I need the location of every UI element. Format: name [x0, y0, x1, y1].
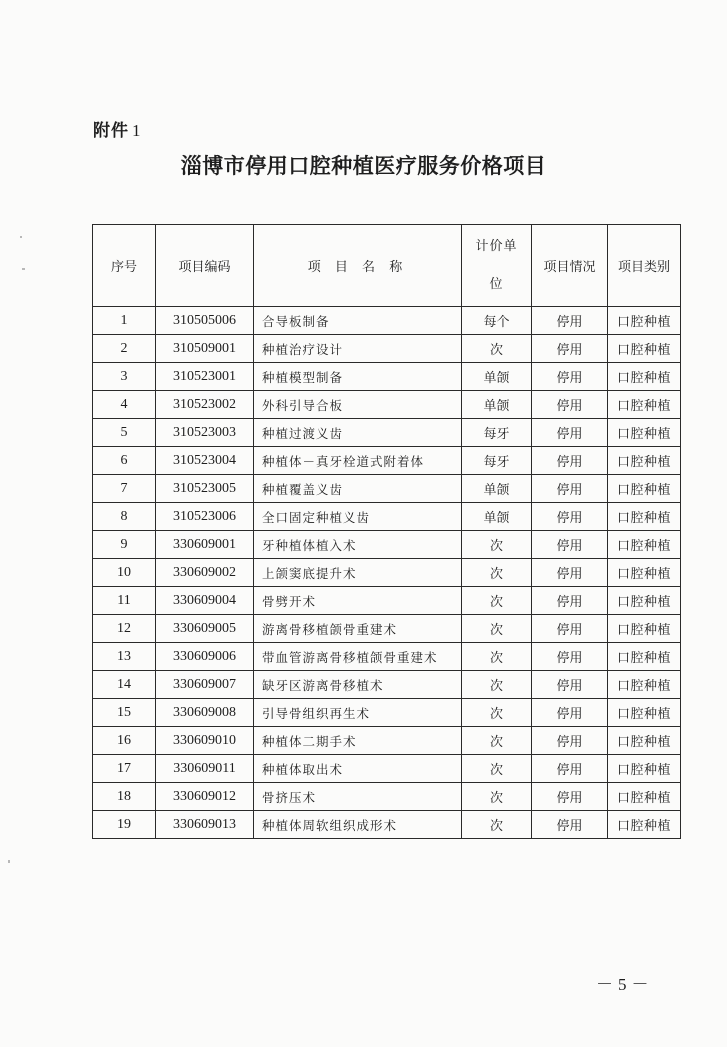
cell-status: 停用 — [532, 391, 608, 419]
cell-category: 口腔种植 — [608, 587, 681, 615]
cell-status: 停用 — [532, 559, 608, 587]
cell-seq: 15 — [93, 699, 156, 727]
cell-code: 330609006 — [156, 643, 254, 671]
attachment-number: 1 — [132, 121, 142, 140]
cell-category: 口腔种植 — [608, 727, 681, 755]
table-row — [93, 447, 681, 475]
cell-seq: 14 — [93, 671, 156, 699]
cell-code: 330609011 — [156, 755, 254, 783]
scan-speck — [20, 236, 22, 238]
cell-unit: 单颌 — [462, 503, 532, 531]
cell-status: 停用 — [532, 755, 608, 783]
cell-category: 口腔种植 — [608, 699, 681, 727]
cell-unit: 次 — [462, 783, 532, 811]
cell-category: 口腔种植 — [608, 559, 681, 587]
table-row — [93, 615, 681, 643]
cell-unit: 次 — [462, 671, 532, 699]
cell-code: 330609005 — [156, 615, 254, 643]
cell-seq: 13 — [93, 643, 156, 671]
table-row — [93, 335, 681, 363]
cell-code: 330609012 — [156, 783, 254, 811]
cell-seq: 10 — [93, 559, 156, 587]
cell-status: 停用 — [532, 699, 608, 727]
table-row — [93, 503, 681, 531]
cell-name: 种植体取出术 — [254, 755, 462, 783]
cell-unit: 次 — [462, 559, 532, 587]
cell-status: 停用 — [532, 615, 608, 643]
header-status: 项目情况 — [532, 225, 608, 307]
table-body — [93, 307, 681, 839]
cell-name: 骨劈开术 — [254, 587, 462, 615]
cell-status: 停用 — [532, 643, 608, 671]
header-unit-text: 计价单位 — [475, 238, 518, 292]
cell-category: 口腔种植 — [608, 391, 681, 419]
cell-status: 停用 — [532, 671, 608, 699]
table-row — [93, 755, 681, 783]
cell-code: 330609013 — [156, 811, 254, 839]
cell-code: 310523001 — [156, 363, 254, 391]
cell-status: 停用 — [532, 811, 608, 839]
cell-name: 种植模型制备 — [254, 363, 462, 391]
cell-category: 口腔种植 — [608, 811, 681, 839]
cell-unit: 次 — [462, 727, 532, 755]
header-seq: 序号 — [93, 225, 156, 307]
cell-status: 停用 — [532, 503, 608, 531]
cell-seq: 11 — [93, 587, 156, 615]
cell-code: 330609001 — [156, 531, 254, 559]
cell-status: 停用 — [532, 363, 608, 391]
cell-code: 310523004 — [156, 447, 254, 475]
cell-category: 口腔种植 — [608, 615, 681, 643]
cell-seq: 16 — [93, 727, 156, 755]
cell-seq: 17 — [93, 755, 156, 783]
cell-category: 口腔种植 — [608, 503, 681, 531]
cell-category: 口腔种植 — [608, 783, 681, 811]
cell-category: 口腔种植 — [608, 671, 681, 699]
cell-seq: 6 — [93, 447, 156, 475]
cell-unit: 每牙 — [462, 447, 532, 475]
cell-status: 停用 — [532, 335, 608, 363]
cell-seq: 8 — [93, 503, 156, 531]
cell-category: 口腔种植 — [608, 447, 681, 475]
cell-name: 种植体周软组织成形术 — [254, 811, 462, 839]
table-row — [93, 727, 681, 755]
cell-seq: 4 — [93, 391, 156, 419]
table-row — [93, 531, 681, 559]
cell-seq: 5 — [93, 419, 156, 447]
table-row — [93, 783, 681, 811]
cell-code: 310509001 — [156, 335, 254, 363]
cell-code: 330609004 — [156, 587, 254, 615]
cell-name: 上颌窦底提升术 — [254, 559, 462, 587]
cell-status: 停用 — [532, 727, 608, 755]
cell-status: 停用 — [532, 447, 608, 475]
cell-category: 口腔种植 — [608, 531, 681, 559]
cell-name: 外科引导合板 — [254, 391, 462, 419]
page-number: －5－ — [596, 975, 654, 994]
table-row — [93, 363, 681, 391]
cell-unit: 次 — [462, 335, 532, 363]
cell-seq: 12 — [93, 615, 156, 643]
header-category: 项目类别 — [608, 225, 681, 307]
cell-seq: 19 — [93, 811, 156, 839]
price-items-table — [92, 224, 681, 839]
cell-name: 带血管游离骨移植颌骨重建术 — [254, 643, 462, 671]
cell-name: 种植体－真牙栓道式附着体 — [254, 447, 462, 475]
table-row — [93, 699, 681, 727]
cell-status: 停用 — [532, 419, 608, 447]
table-header-row — [93, 225, 681, 307]
cell-name: 种植体二期手术 — [254, 727, 462, 755]
cell-name: 牙种植体植入术 — [254, 531, 462, 559]
cell-name: 合导板制备 — [254, 307, 462, 335]
header-unit — [462, 225, 532, 307]
document-title: 淄博市停用口腔种植医疗服务价格项目 — [180, 154, 547, 178]
cell-unit: 次 — [462, 587, 532, 615]
cell-unit: 次 — [462, 615, 532, 643]
cell-category: 口腔种植 — [608, 419, 681, 447]
cell-seq: 7 — [93, 475, 156, 503]
header-code: 项目编码 — [156, 225, 254, 307]
cell-category: 口腔种植 — [608, 643, 681, 671]
cell-category: 口腔种植 — [608, 335, 681, 363]
cell-name: 游离骨移植颌骨重建术 — [254, 615, 462, 643]
cell-code: 330609008 — [156, 699, 254, 727]
cell-name: 全口固定种植义齿 — [254, 503, 462, 531]
cell-code: 310523005 — [156, 475, 254, 503]
cell-code: 330609002 — [156, 559, 254, 587]
cell-unit: 次 — [462, 755, 532, 783]
table-row — [93, 391, 681, 419]
cell-unit: 每个 — [462, 307, 532, 335]
table-row — [93, 643, 681, 671]
cell-name: 骨挤压术 — [254, 783, 462, 811]
cell-unit: 单颌 — [462, 391, 532, 419]
cell-status: 停用 — [532, 307, 608, 335]
cell-code: 310523003 — [156, 419, 254, 447]
table-row — [93, 671, 681, 699]
cell-category: 口腔种植 — [608, 755, 681, 783]
attachment-label — [93, 116, 142, 141]
table-row — [93, 419, 681, 447]
cell-category: 口腔种植 — [608, 307, 681, 335]
table-row — [93, 811, 681, 839]
cell-status: 停用 — [532, 475, 608, 503]
cell-status: 停用 — [532, 531, 608, 559]
cell-code: 330609007 — [156, 671, 254, 699]
cell-unit: 每牙 — [462, 419, 532, 447]
cell-unit: 次 — [462, 643, 532, 671]
cell-name: 缺牙区游离骨移植术 — [254, 671, 462, 699]
cell-code: 310523006 — [156, 503, 254, 531]
cell-name: 引导骨组织再生术 — [254, 699, 462, 727]
cell-seq: 2 — [93, 335, 156, 363]
cell-unit: 单颌 — [462, 363, 532, 391]
cell-seq: 1 — [93, 307, 156, 335]
table-row — [93, 307, 681, 335]
cell-category: 口腔种植 — [608, 363, 681, 391]
cell-unit: 次 — [462, 811, 532, 839]
cell-unit: 次 — [462, 531, 532, 559]
scan-speck — [22, 268, 25, 270]
cell-code: 330609010 — [156, 727, 254, 755]
table-row — [93, 559, 681, 587]
attachment-text: 附件 — [93, 121, 129, 141]
table-row — [93, 587, 681, 615]
cell-code: 310505006 — [156, 307, 254, 335]
header-name: 项 目 名 称 — [254, 225, 462, 307]
cell-name: 种植覆盖义齿 — [254, 475, 462, 503]
cell-status: 停用 — [532, 783, 608, 811]
cell-unit: 次 — [462, 699, 532, 727]
table-row — [93, 475, 681, 503]
cell-status: 停用 — [532, 587, 608, 615]
cell-seq: 18 — [93, 783, 156, 811]
cell-code: 310523002 — [156, 391, 254, 419]
cell-category: 口腔种植 — [608, 475, 681, 503]
scan-speck — [8, 860, 10, 863]
cell-name: 种植过渡义齿 — [254, 419, 462, 447]
cell-seq: 9 — [93, 531, 156, 559]
cell-seq: 3 — [93, 363, 156, 391]
cell-unit: 单颌 — [462, 475, 532, 503]
cell-name: 种植治疗设计 — [254, 335, 462, 363]
